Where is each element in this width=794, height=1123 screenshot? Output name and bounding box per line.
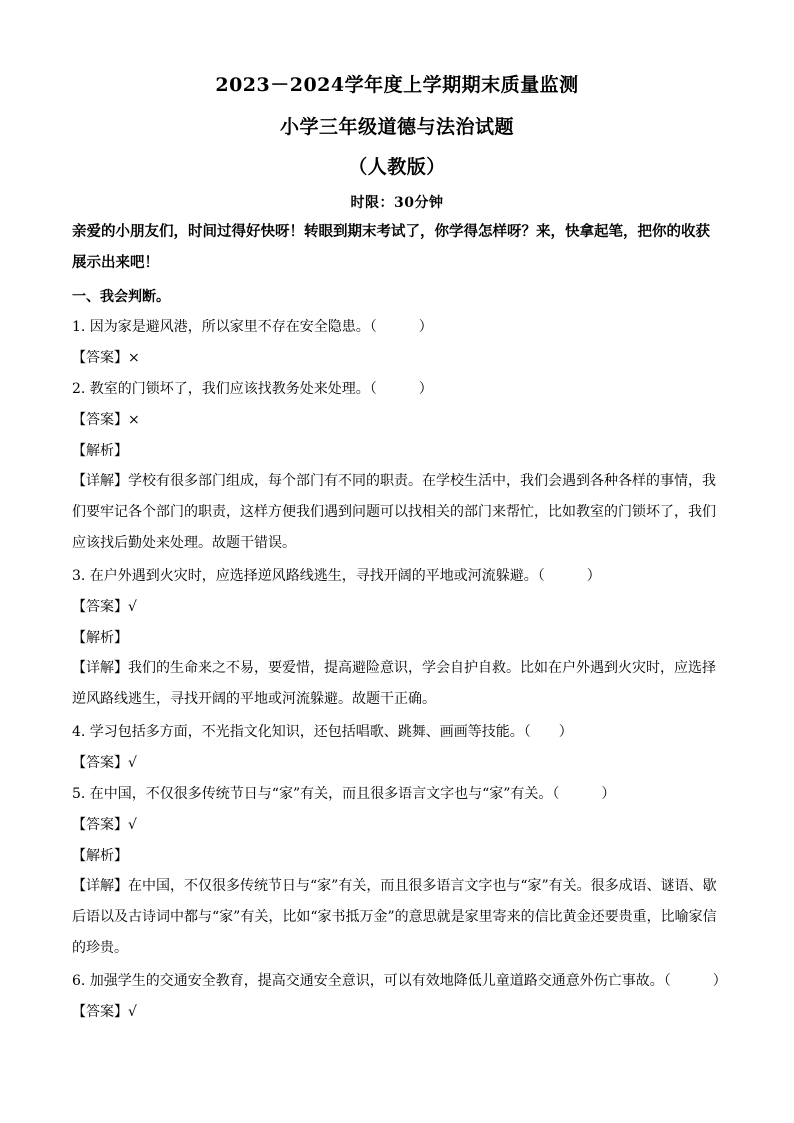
edition-label: （人教版）	[348, 156, 446, 178]
question-2: 2. 教室的门锁坏了，我们应该找教务处来处理。（ ）	[72, 381, 433, 397]
detail-5: 【详解】在中国，不仅很多传统节日与“家”有关，而且很多语言文字也与“家”有关。很多成语、谜语、歇后语以及古诗词中都与“家”有关，比如“家书抵万金”的意思就是家里寄来的信比黄金还要贵重，比喻家信的珍贵。	[72, 878, 717, 956]
analysis-3: 【解析】	[72, 630, 128, 646]
answer-3: 【答案】√	[72, 599, 137, 615]
time-limit: 时限：30分钟	[350, 195, 444, 211]
question-3: 3. 在户外遇到火灾时，应选择逆风路线逃生，寻找开阔的平地或河流躲避。（ ）	[72, 568, 601, 584]
question-5: 5. 在中国，不仅很多传统节日与“家”有关，而且很多语言文字也与“家”有关。（ ）	[72, 786, 616, 802]
answer-6: 【答案】√	[72, 1004, 137, 1020]
exam-title: 2023－2024学年度上学期期末质量监测	[215, 74, 579, 96]
intro-text: 亲爱的小朋友们，时间过得好快呀！转眼到期末考试了，你学得怎样呀？来，快拿起笔，把你的收获展示出来吧！	[72, 223, 710, 271]
exam-subtitle: 小学三年级道德与法治试题	[279, 116, 514, 138]
answer-1: 【答案】×	[72, 350, 140, 366]
question-4: 4. 学习包括多方面，不光指文化知识，还包括唱歌、跳舞、画画等技能。（ ）	[72, 724, 573, 740]
answer-4: 【答案】√	[72, 755, 137, 771]
question-6: 6. 加强学生的交通安全教育，提高交通安全意识，可以有效地降低儿童道路交通意外伤亡事故。（ ）	[72, 973, 727, 989]
analysis-5: 【解析】	[72, 848, 128, 864]
section-title: 一、我会判断。	[72, 289, 170, 305]
answer-2: 【答案】×	[72, 412, 140, 428]
detail-2: 【详解】学校有很多部门组成，每个部门有不同的职责。在学校生活中，我们会遇到各种各样的事情，我们要牢记各个部门的职责，这样方便我们遇到问题可以找相关的部门来帮忙，比如教室的门锁坏了，我们应该找后勤处来处理。故题干错误。	[72, 473, 716, 551]
question-1: 1. 因为家是避风港，所以家里不存在安全隐患。（ ）	[72, 319, 433, 335]
analysis-2: 【解析】	[72, 443, 128, 459]
detail-3: 【详解】我们的生命来之不易，要爱惜，提高避险意识，学会自护自救。比如在户外遇到火灾时，应选择逆风路线逃生，寻找开阔的平地或河流躲避。故题干正确。	[72, 660, 716, 707]
answer-5: 【答案】√	[72, 817, 137, 833]
